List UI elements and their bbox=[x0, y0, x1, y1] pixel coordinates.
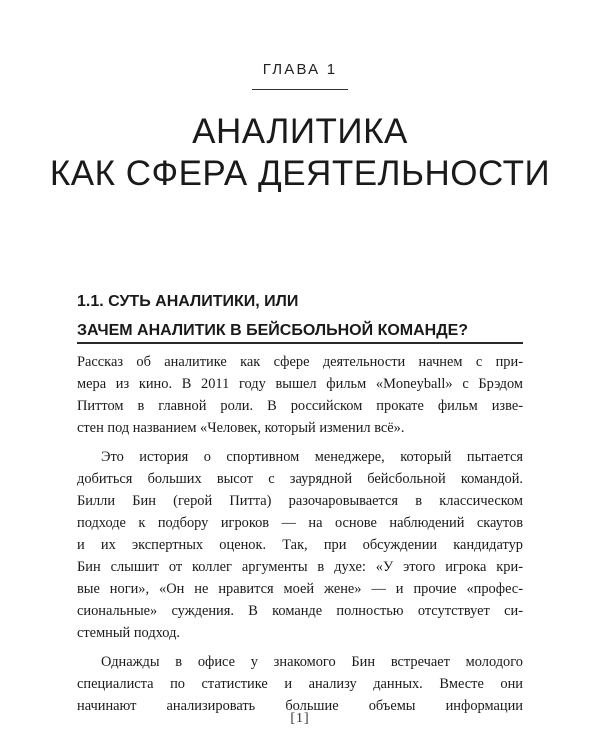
text-line: Питтом в главной роли. В российском прокате фильм изве- bbox=[77, 398, 523, 414]
section-heading bbox=[77, 287, 537, 345]
text-line: специалиста по статистике и анализу данных. Вместе они bbox=[77, 676, 523, 692]
section-divider bbox=[77, 342, 523, 344]
text-line: стемный подход. bbox=[77, 625, 180, 641]
paragraph bbox=[77, 351, 523, 439]
text-line: подходе к подбору игроков — на основе наблюдений скаутов bbox=[77, 515, 523, 531]
chapter-divider bbox=[252, 89, 348, 90]
section-heading-line: ЗАЧЕМ АНАЛИТИК В БЕЙСБОЛЬНОЙ КОМАНДЕ? bbox=[77, 322, 469, 339]
chapter-title-line: КАК СФЕРА ДЕЯТЕЛЬНОСТИ bbox=[49, 154, 551, 193]
text-line: Бин слышит от коллег аргументы в духе: «У этого игрока кри- bbox=[77, 559, 523, 575]
chapter-title-line: АНАЛИТИКА bbox=[192, 112, 408, 151]
text-line: вые ноги», «Он не нравится моей жене» — и прочие «профес- bbox=[77, 581, 523, 597]
text-line: и их экспертных оценок. Так, при обсуждении кандидатур bbox=[77, 537, 523, 553]
text-line: стен под названием «Человек, который изменил всё». bbox=[77, 420, 405, 436]
text-line: мера из кино. В 2011 году вышел фильм «Moneyball» с Брэдом bbox=[77, 376, 523, 392]
paragraph bbox=[77, 446, 523, 644]
page-number: [1] bbox=[290, 711, 310, 726]
paragraph bbox=[77, 651, 523, 717]
section-heading-line: 1.1. СУТЬ АНАЛИТИКИ, ИЛИ bbox=[77, 293, 299, 310]
text-line: начинают анализировать большие объемы информации bbox=[77, 698, 523, 714]
text-line: сиональные» суждения. В команде полностью отсутствует си- bbox=[77, 603, 523, 619]
text-line: добиться больших высот с заурядной бейсбольной командой. bbox=[77, 471, 523, 487]
text-line: Рассказ об аналитике как сфере деятельности начнем с при- bbox=[77, 354, 523, 370]
text-line: Билли Бин (герой Питта) разочаровывается в классическом bbox=[77, 493, 523, 509]
text-line: Это история о спортивном менеджере, который пытается bbox=[101, 449, 523, 465]
body-text bbox=[77, 351, 523, 717]
chapter-title bbox=[0, 111, 600, 195]
chapter-label: ГЛАВА 1 bbox=[262, 61, 338, 78]
text-line: Однажды в офисе у знакомого Бин встречает молодого bbox=[101, 654, 523, 670]
